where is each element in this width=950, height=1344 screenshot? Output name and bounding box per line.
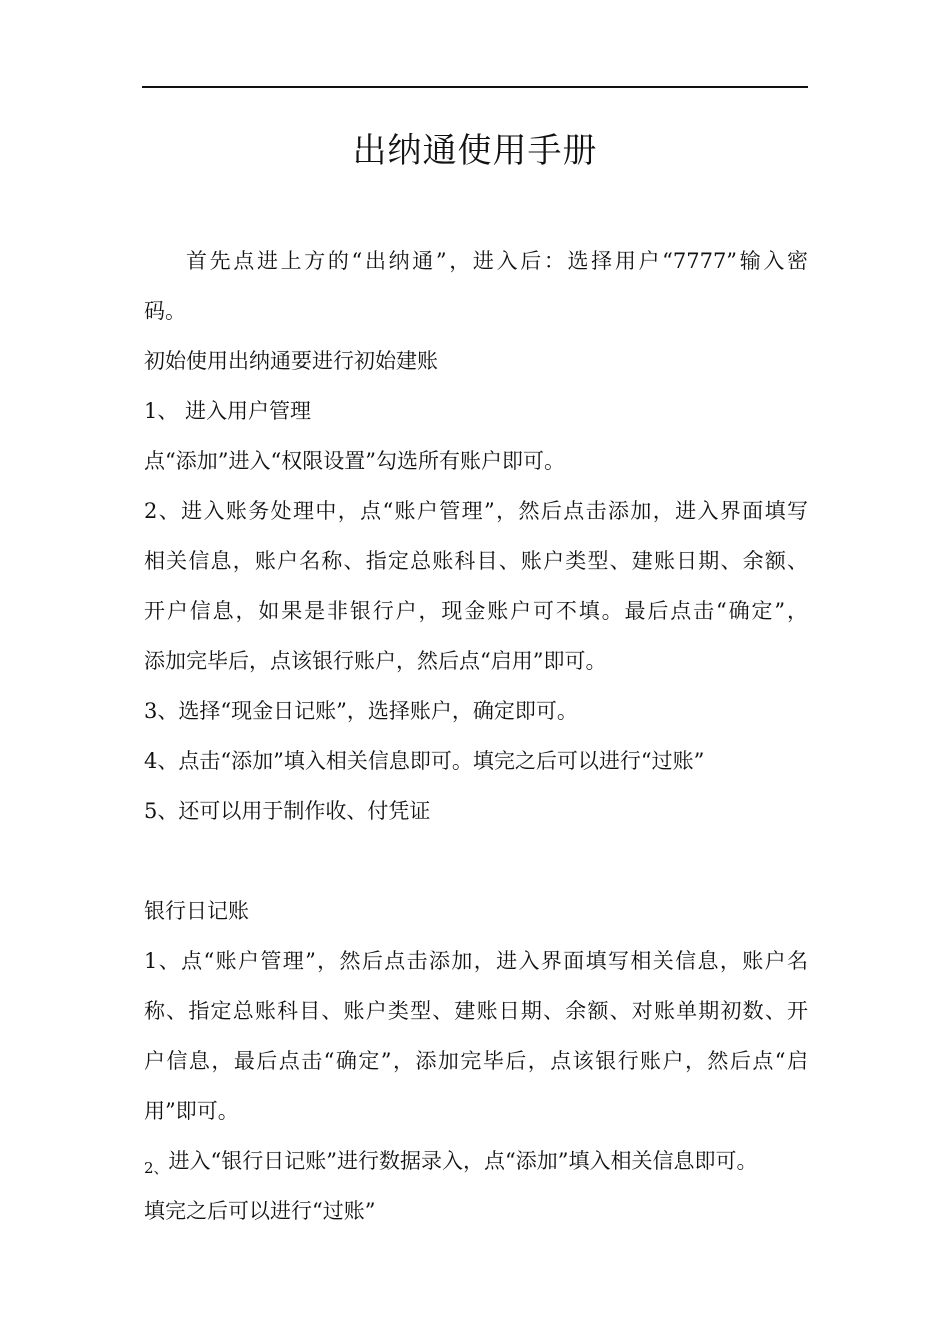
bank-step-2-text: 进入“银行日记账”进行数据录入，点“添加”填入相关信息即可。 [168,1149,758,1173]
step-5: 5、还可以用于制作收、付凭证 [144,799,431,823]
step-2-line-3: 开户信息，如果是非银行户，现金账户可不填。最后点击“确定”， [144,599,808,623]
bank-step-2-line-2: 填完之后可以进行“过账” [144,1199,376,1223]
step-1: 1、 进入用户管理 [144,399,312,423]
init-heading: 初始使用出纳通要进行初始建账 [144,349,438,373]
step-2-line-4: 添加完毕后，点该银行账户，然后点“启用”即可。 [144,649,607,673]
bank-step-1-line-1: 1、点“账户管理”，然后点击添加，进入界面填写相关信息，账户名 [144,949,808,973]
document-title: 出纳通使用手册 [352,131,598,171]
step-1-detail: 点“添加”进入“权限设置”勾选所有账户即可。 [144,449,565,473]
step-2-line-1: 2、进入账务处理中，点“账户管理”，然后点击添加，进入界面填写 [144,499,808,523]
bank-heading: 银行日记账 [144,899,249,923]
bank-step-1-line-3: 户信息，最后点击“确定”，添加完毕后，点该银行账户，然后点“启 [144,1049,808,1073]
intro-line-2: 码。 [144,299,186,323]
bank-step-2-line-1 [144,1147,808,1177]
step-3: 3、选择“现金日记账”，选择账户，确定即可。 [144,699,578,723]
bank-step-2-number: 2、 [144,1159,169,1177]
step-4: 4、点击“添加”填入相关信息即可。填完之后可以进行“过账” [144,749,705,773]
intro-line-1: 首先点进上方的“出纳通”，进入后：选择用户“7777”输入密 [186,249,808,273]
step-2-line-2: 相关信息，账户名称、指定总账科目、账户类型、建账日期、余额、 [144,549,808,573]
bank-step-1-line-2: 称、指定总账科目、账户类型、建账日期、余额、对账单期初数、开 [144,999,808,1023]
bank-step-1-line-4: 用”即可。 [144,1099,239,1123]
header-rule [142,86,808,88]
